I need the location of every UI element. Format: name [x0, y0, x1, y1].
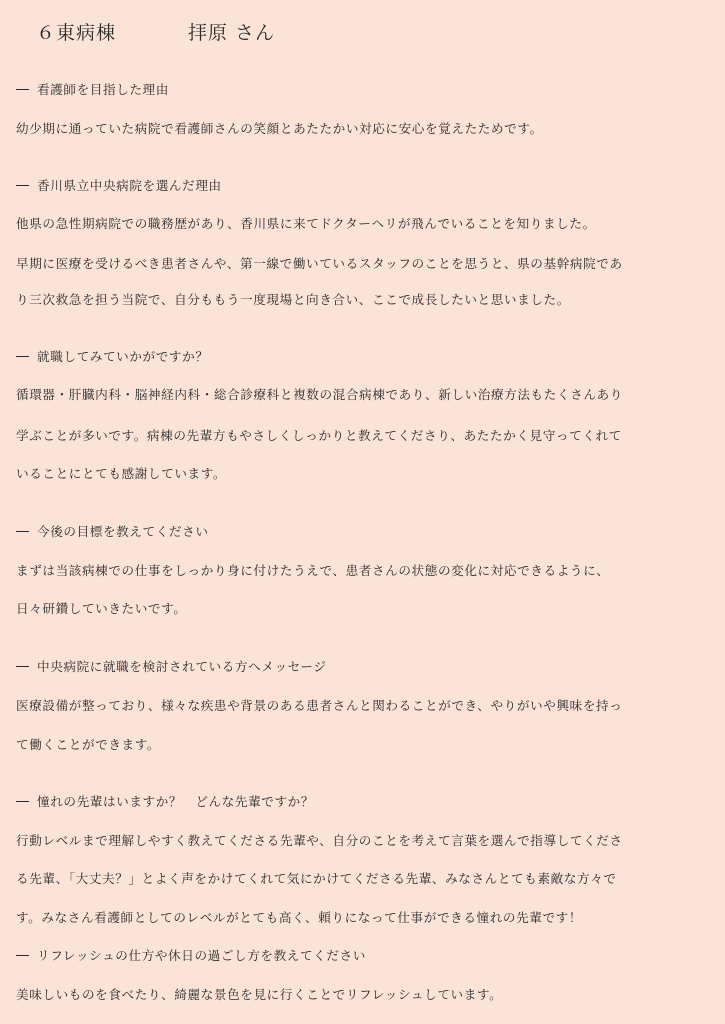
- section-question: [16, 82, 713, 98]
- question-text: 香川県立中央病院を選んだ理由: [37, 178, 222, 193]
- dash-icon: [16, 666, 29, 667]
- answer-line: て働くことができます。: [16, 737, 161, 752]
- dash-icon: [16, 531, 29, 532]
- answer-line: 他県の急性期病院での職務歴があり、香川県に来てドクターヘリが飛んでいることを知りました。: [16, 216, 596, 231]
- answer-line: 行動レベルまで理解しやすく教えてくださる先輩や、自分のことを考えて言葉を選んで指導してくださ: [16, 833, 623, 848]
- question-text: 中央病院に就職を検討されている方へメッセージ: [37, 659, 327, 674]
- question-text: 看護師を目指した理由: [37, 82, 169, 97]
- section-question: [16, 178, 713, 194]
- answer-line: り三次救急を担う当院で、自分ももう一度現場と向き合い、ここで成長したいと思いました。: [16, 292, 570, 307]
- dash-icon: [16, 955, 29, 956]
- section-question: [16, 794, 713, 810]
- dash-icon: [16, 356, 29, 357]
- answer-line: 日々研鑽していきたいです。: [16, 601, 187, 616]
- section-question: [16, 948, 713, 964]
- section-question: [16, 524, 713, 540]
- section-question: [16, 349, 713, 365]
- answer-line: いることにとても感謝しています。: [16, 466, 227, 481]
- answer-line: す。みなさん看護師としてのレベルがとても高く、頼りになって仕事ができる憧れの先輩です！: [16, 910, 583, 925]
- ward-name: ６東病棟: [36, 22, 117, 44]
- question-text: 憧れの先輩はいますか？ どんな先輩ですか？: [37, 794, 315, 809]
- answer-line: まずは当該病棟での仕事をしっかり身に付けたうえで、患者さんの状態の変化に対応できるように、: [16, 563, 610, 578]
- question-text: 就職してみていかがですか？: [37, 349, 209, 364]
- page-title: [36, 18, 275, 45]
- staff-name: 拝原 さん: [188, 22, 276, 44]
- answer-line: る先輩、「大丈夫？」とよく声をかけてくれて気にかけてくださる先輩、みなさんとても素敵な方々で: [16, 871, 617, 886]
- question-text: 今後の目標を教えてください: [37, 524, 209, 539]
- dash-icon: [16, 801, 29, 802]
- dash-icon: [16, 89, 29, 90]
- answer-line: 学ぶことが多いです。病棟の先輩方もやさしくしっかりと教えてくださり、あたたかく見守ってくれて: [16, 428, 622, 443]
- answer-line: 幼少期に通っていた病院で看護師さんの笑顔とあたたかい対応に安心を覚えたためです。: [16, 121, 543, 136]
- section-question: [16, 659, 713, 675]
- question-text: リフレッシュの仕方や休日の過ごし方を教えてください: [37, 948, 366, 963]
- answer-line: 早期に医療を受けるべき患者さんや、第一線で働いているスタッフのことを思うと、県の基幹病院であ: [16, 256, 623, 271]
- answer-line: 医療設備が整っており、様々な疾患や背景のある患者さんと関わることができ、やりがいや興味を持っ: [16, 698, 623, 713]
- answer-line: 循環器・肝臓内科・脳神経内科・総合診療科と複数の混合病棟であり、新しい治療方法もたくさんあり: [16, 387, 623, 402]
- dash-icon: [16, 185, 29, 186]
- answer-line: 美味しいものを食べたり、綺麗な景色を見に行くことでリフレッシュしています。: [16, 987, 503, 1002]
